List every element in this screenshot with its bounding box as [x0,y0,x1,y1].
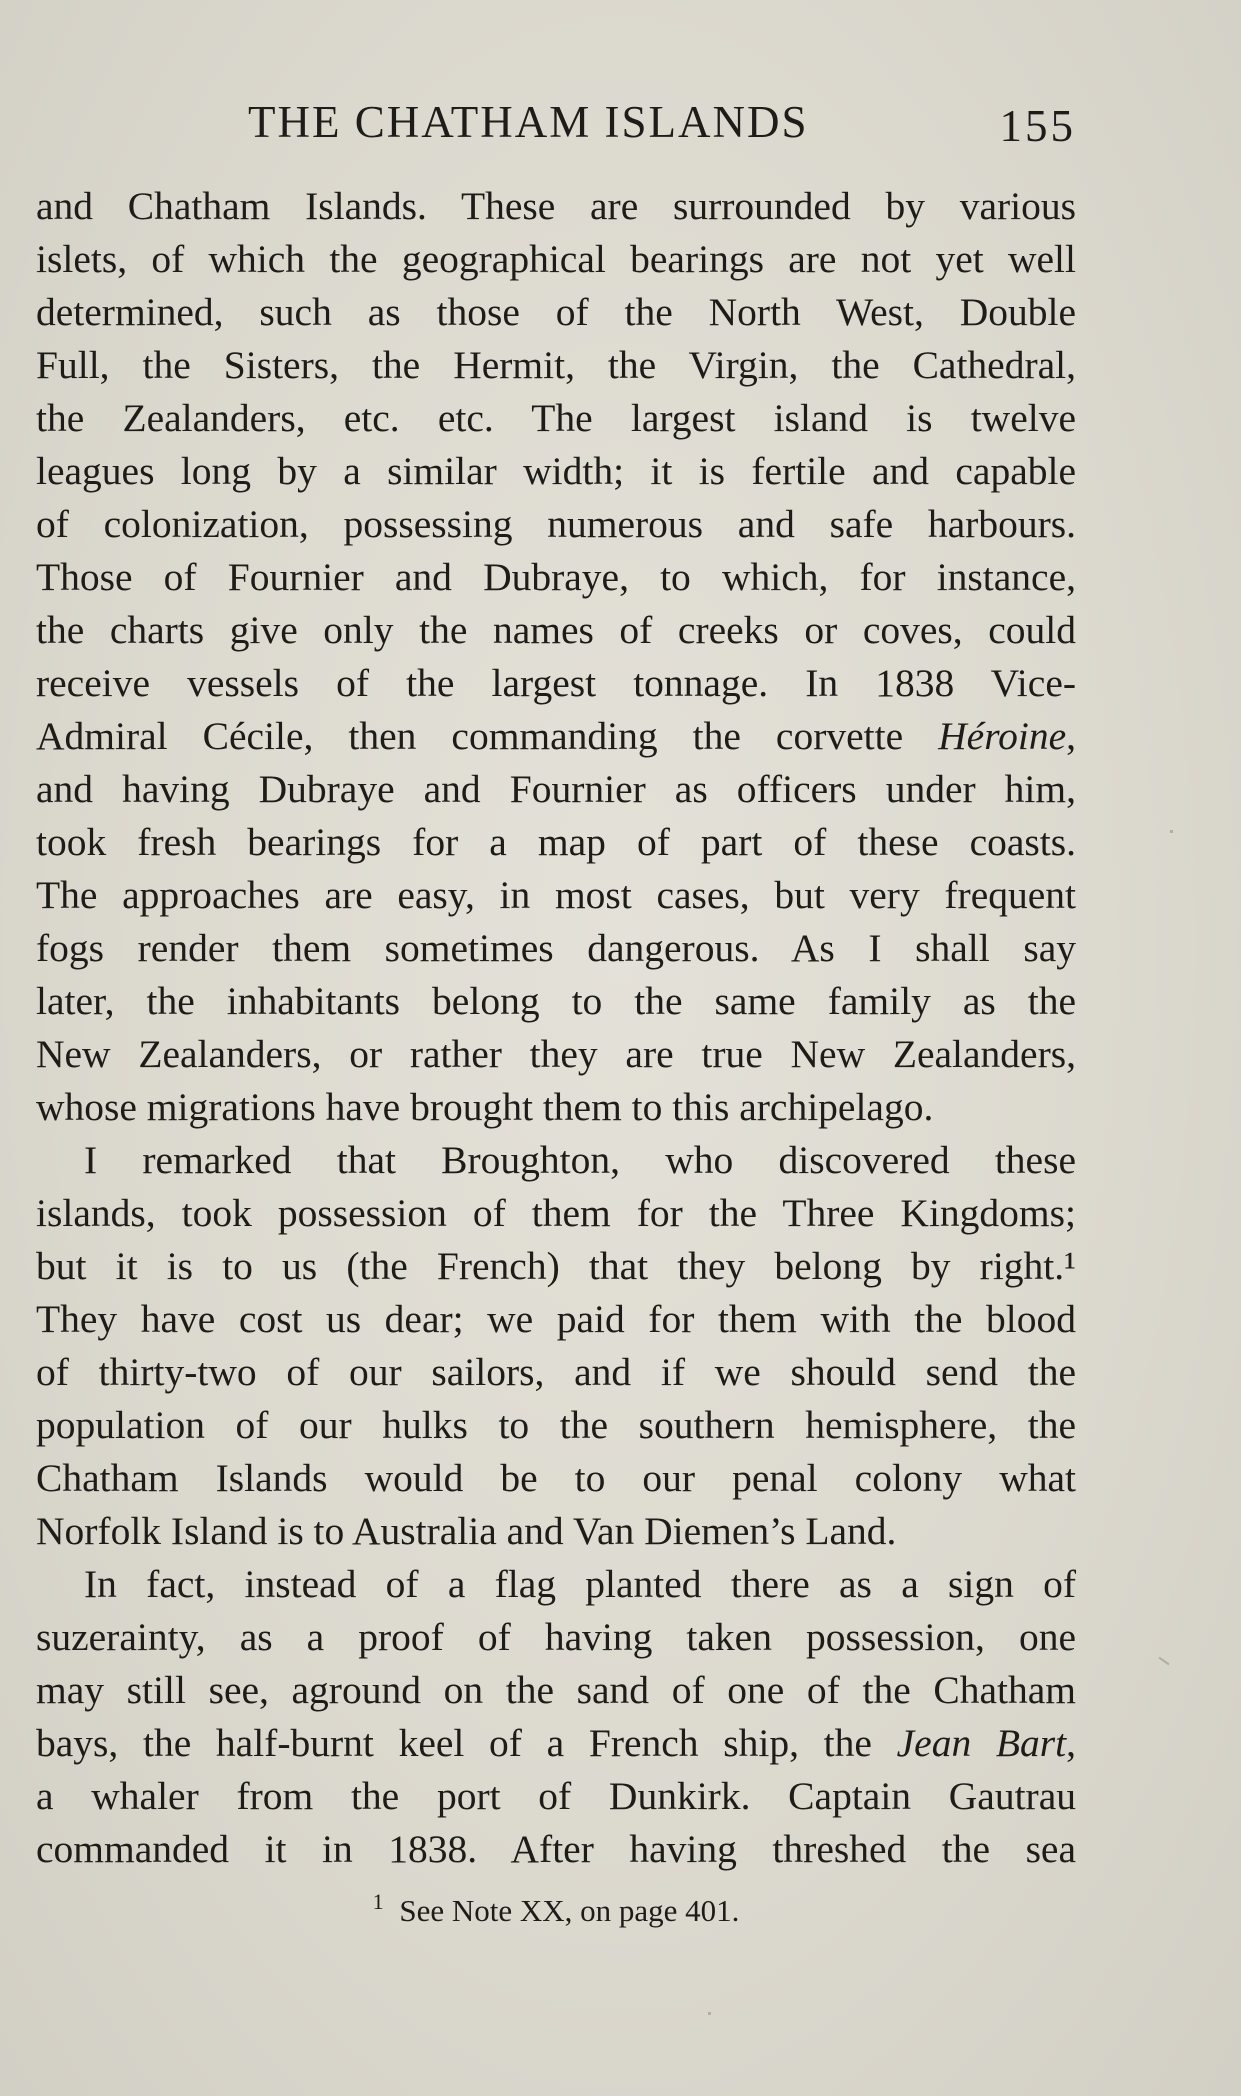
text-line [36,1717,1076,1770]
running-head-title: THE CHATHAM ISLANDS [248,97,809,147]
text-line: population of our hulks to the southern hemisphere, the [36,1403,1076,1447]
ship-name: Héroine [938,714,1067,758]
text-line: islands, took possession of them for the Three Kingdoms; [36,1191,1076,1235]
text-line: New Zealanders, or rather they are true New Zealanders, [36,1032,1076,1076]
text-line: of colonization, possessing numerous and safe harbours. [36,502,1076,546]
text-line: Chatham Islands would be to our penal colony what [36,1456,1076,1500]
text-segment: , [1066,1721,1076,1765]
text-line: Norfolk Island is to Australia and Van Diemen’s Land. [36,1509,897,1553]
paper-speck [1170,830,1173,833]
footnote-marker: 1 [372,1889,384,1914]
text-segment: Admiral Cécile, then commanding the corvette [36,714,939,758]
text-line: suzerainty, as a proof of having taken possession, one [36,1615,1076,1659]
body-text [36,180,1076,1876]
text-line: the Zealanders, etc. etc. The largest island is twelve [36,396,1076,440]
text-line: the charts give only the names of creeks or coves, could [36,608,1076,652]
text-line: islets, of which the geographical bearings are not yet well [36,237,1076,281]
text-line: whose migrations have brought them to this archipelago. [36,1085,934,1129]
text-line: of thirty-two of our sailors, and if we should send the [36,1350,1076,1394]
text-segment: bays, the half-burnt keel of a French ship, the [36,1721,897,1765]
text-line: leagues long by a similar width; it is fertile and capable [36,449,1076,493]
text-line: a whaler from the port of Dunkirk. Captain Gautrau [36,1774,1076,1818]
paper-speck [1159,1657,1170,1666]
text-line: determined, such as those of the North West, Double [36,290,1076,334]
text-line: may still see, aground on the sand of one of the Chatham [36,1668,1076,1712]
text-line: Those of Fournier and Dubraye, to which, for instance, [36,555,1076,599]
text-line: In fact, instead of a flag planted there as a sign of [84,1562,1076,1606]
text-line: Full, the Sisters, the Hermit, the Virgin, the Cathedral, [36,343,1076,387]
text-line: but it is to us (the French) that they belong by right.¹ [36,1244,1076,1288]
running-head [36,92,1076,152]
text-line: fogs render them sometimes dangerous. As I shall say [36,926,1076,970]
text-line: I remarked that Broughton, who discovered these [84,1138,1076,1182]
text-line [36,710,1076,763]
text-segment: , [1066,714,1076,758]
text-line: receive vessels of the largest tonnage. In 1838 Vice- [36,661,1076,705]
footnote-text: See Note XX, on page 401. [399,1893,740,1928]
text-line: They have cost us dear; we paid for them with the blood [36,1297,1076,1341]
page-number: 155 [999,101,1076,151]
text-line: and Chatham Islands. These are surrounded by various [36,184,1076,228]
text-line: commanded it in 1838. After having threshed the sea [36,1827,1076,1871]
ship-name: Jean Bart [896,1721,1067,1765]
paper-speck [708,2012,711,2015]
text-line: The approaches are easy, in most cases, but very frequent [36,873,1076,917]
text-line: later, the inhabitants belong to the same family as the [36,979,1076,1023]
text-line: took fresh bearings for a map of part of these coasts. [36,820,1076,864]
text-line: and having Dubraye and Fournier as officers under him, [36,767,1076,811]
footnote [36,1880,1076,1933]
